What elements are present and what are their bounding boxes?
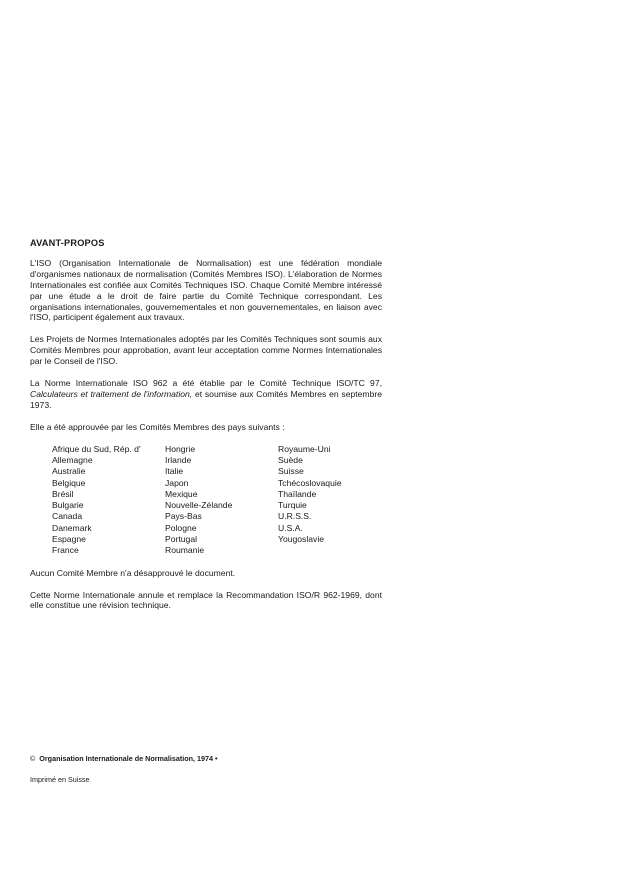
- country-item: Belgique: [52, 477, 86, 488]
- standard-paragraph: [30, 378, 382, 411]
- standard-text-b: et soumise aux Comités Membres en septembre 1973.: [30, 388, 383, 410]
- country-item: Nouvelle-Zélande: [165, 500, 233, 511]
- country-list: [52, 444, 382, 557]
- intro-paragraph: L'ISO (Organisation Internationale de Normalisation) est une fédération mondiale d'organismes nationaux de normalisation (Comités Membres ISO). L'élaboration de Normes Internationales est confiée aux Comités Techniques ISO. Chaque Comité Membre intéressé par une étude a le droit de faire partie du Comité Technique correspondant. Les organisations internationales, gouvernementales et non gouvernementales, en liaison avec l'ISO, participent également aux travaux.: [30, 257, 382, 323]
- country-item: Bulgarie: [52, 500, 84, 511]
- country-item: Italie: [165, 466, 184, 477]
- country-item: Espagne: [52, 534, 86, 545]
- country-item: Turquie: [278, 500, 307, 511]
- replacement-paragraph: Cette Norme Internationale annule et remplace la Recommandation ISO/R 962-1969, dont elle constitue une révision technique.: [30, 589, 382, 611]
- country-item: U.R.S.S.: [278, 511, 312, 522]
- copyright-icon: ©: [30, 754, 36, 763]
- country-item: Danemark: [52, 522, 92, 533]
- copyright-notice: [30, 754, 430, 763]
- page-footer: [30, 754, 430, 784]
- country-item: U.S.A.: [278, 522, 303, 533]
- country-item: Pologne: [165, 522, 197, 533]
- country-item: Brésil: [52, 488, 74, 499]
- country-item: Roumanie: [165, 545, 205, 556]
- country-item: Allemagne: [52, 454, 93, 465]
- country-item: Pays-Bas: [165, 511, 202, 522]
- country-item: Hongrie: [165, 443, 196, 454]
- country-item: Australie: [52, 466, 86, 477]
- country-item: Mexique: [165, 488, 198, 499]
- country-item: Thaïlande: [278, 488, 317, 499]
- country-item: Japon: [165, 477, 189, 488]
- printed-in: Imprimé en Suisse: [30, 775, 90, 784]
- country-column-3: [278, 444, 388, 557]
- country-item: Canada: [52, 511, 83, 522]
- country-item: France: [52, 545, 79, 556]
- country-item: Yougoslavie: [278, 534, 325, 545]
- committee-title: Calculateurs et traitement de l'information,: [30, 388, 193, 399]
- country-column-1: [52, 444, 165, 557]
- disapproval-paragraph: Aucun Comité Membre n'a désapprouvé le document.: [30, 567, 236, 578]
- standard-text-a: La Norme Internationale ISO 962 a été établie par le Comité Technique ISO/TC 97,: [30, 378, 382, 389]
- country-item: Suède: [278, 454, 303, 465]
- country-item: Portugal: [165, 534, 198, 545]
- country-item: Irlande: [165, 454, 192, 465]
- country-item: Suisse: [278, 466, 304, 477]
- country-item: Afrique du Sud, Rép. d': [52, 443, 141, 454]
- copyright-text: Organisation Internationale de Normalisation, 1974 •: [39, 754, 218, 763]
- approval-paragraph: Elle a été approuvée par les Comités Membres des pays suivants :: [30, 421, 285, 432]
- country-item: Tchécoslovaquie: [278, 477, 342, 488]
- country-column-2: [165, 444, 278, 557]
- foreword-heading: AVANT-PROPOS: [30, 238, 105, 248]
- drafts-paragraph: Les Projets de Normes Internationales adoptés par les Comités Techniques sont soumis aux Comités Membres pour approbation, avant leur acceptation comme Normes Internationales par le Conseil de l'ISO.: [30, 334, 382, 367]
- foreword-section: [30, 238, 382, 622]
- country-item: Royaume-Uni: [278, 443, 331, 454]
